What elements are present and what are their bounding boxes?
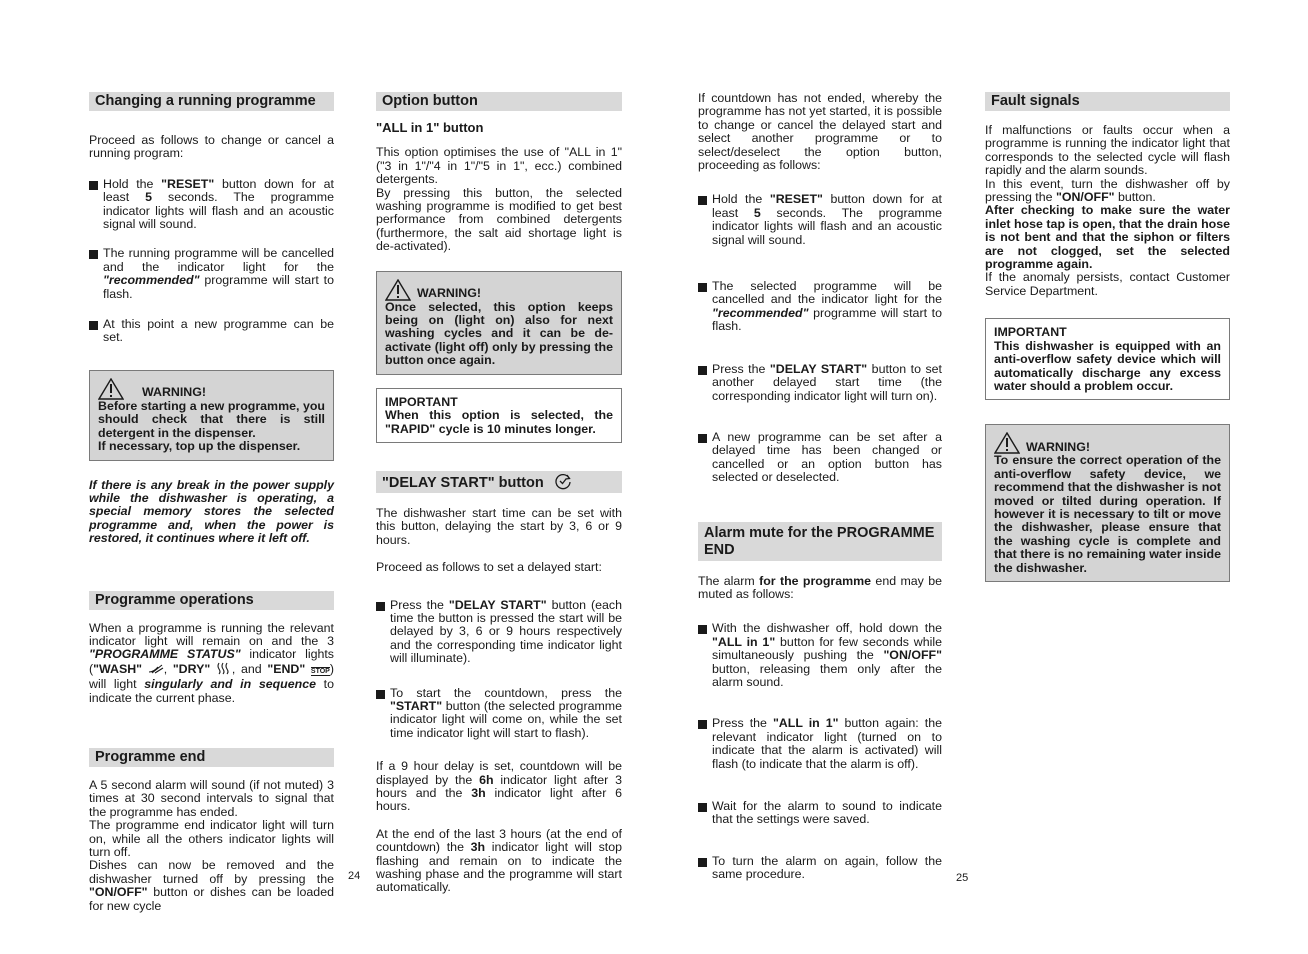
heading-option-button: Option button [376,92,622,111]
countdown-step-new: A new programme can be set after a delayed time has been changed or cancelled or an option button has selected or deselected. [698,431,942,485]
warning-box-option [376,271,622,375]
important-label: IMPORTANT [385,394,458,409]
warning-triangle-icon [98,378,124,400]
page-number-left: 24 [348,870,361,882]
change-step-new: At this point a new programme can be set. [89,318,334,345]
power-supply-note: If there is any break in the power supply while the dishwasher is operating, a special memory stores the selected programme and, when the power is restored, it continues where it left off. [89,477,334,546]
countdown-step-reset: Hold the "RESET" button down for at least 5 seconds. The programme indicator lights will flash and an acoustic signal will sound. [698,193,942,247]
important-label: IMPORTANT [994,325,1067,340]
warning-box-overflow [985,424,1230,582]
alarm-intro: The alarm for the programme end may be muted as follows: [698,573,943,601]
warning-label: WARNING! [417,286,482,301]
warning-label: WARNING! [142,385,207,400]
countdown-intro: If countdown has not ended, whereby the programme has not yet started, it is possible to change or cancel the delayed start and select another programme or to select/deselect the option button, proceeding as follows: [698,91,942,173]
warning-text: Once selected, this option keeps being on (light on) also for next washing cycles and it can be de-activate (light off) only by pressing the button once again. [385,299,613,368]
alarm-step-wait: Wait for the alarm to sound to indicate that the settings were saved. [698,800,942,827]
end-text-3: Dishes can now be removed and the dishwasher turned off by pressing the "ON/OFF" button or dishes can be loaded for new cycle [89,858,334,913]
warning-box-detergent [89,370,334,461]
change-intro: Proceed as follows to change or cancel a running program: [89,133,334,161]
heading-programme-operations: Programme operations [89,591,334,610]
heading-delay-start: "DELAY START" button [376,471,622,493]
heading-changing-programme: Changing a running programme [89,92,334,111]
fault-text-3: After checking to make sure the water inlet hose tap is open, that the drain hose is not bent and that the siphon or filters are not clogged, set the selected programme again. [985,203,1230,272]
column-4 [985,92,1230,582]
fault-text-2: In this event, turn the dishwasher off by pressing the "ON/OFF" button. [985,176,1230,205]
end-text-1: A 5 second alarm will sound (if not muted) 3 times at 30 second intervals to signal that the programme has ended. [89,777,334,819]
column-1 [89,92,334,913]
important-box-rapid [376,388,622,443]
alarm-step-press: Press the "ALL in 1" button again: the relevant indicator light (turned on to indicate that the alarm is activated) will flash (to indicate that the alarm is off). [698,717,942,771]
change-step-cancel: The running programme will be cancelled and the indicator light for the "recommended" programme will start to flash. [89,247,334,301]
delay-clock-icon [554,472,572,490]
column-2 [376,92,622,895]
delay-text-2: Proceed as follows to set a delayed start: [376,560,602,575]
important-text: When this option is selected, the "RAPID" cycle is 10 minutes longer. [385,408,613,436]
heading-programme-end: Programme end [89,748,334,767]
warning-triangle-icon [385,279,411,301]
dry-icon [216,662,232,675]
alarm-step-restore: To turn the alarm on again, follow the same procedure. [698,855,942,882]
alarm-step-hold: With the dishwasher off, hold down the "ALL in 1" button for few seconds while simultaneously pushing the "ON/OFF" button, releasing them only after the alarm sound. [698,622,942,689]
warning-triangle-icon [994,432,1020,454]
change-step-reset: Hold the "RESET" button down for at least 5 seconds. The programme indicator lights will flash and an acoustic signal will sound. [89,178,334,232]
warning-text-2: If necessary, top up the dispenser. [98,439,301,454]
fault-text-1: If malfunctions or faults occur when a programme is running the indicator light that corresponds to the selected cycle will flash rapidly and the alarm sounds. [985,123,1230,178]
column-3 [698,92,942,882]
option-text-2: By pressing this button, the selected washing programme is modified to get best performance from combined detergents (furthermore, the salt aid shortage light is de-activated). [376,185,622,254]
page-number-right: 25 [956,872,969,884]
operations-text: When a programme is running the relevant indicator light will remain on and the 3 "PROGRAMME STATUS" indicator lights ("WASH" , "DRY" , and "END" STOP) will light singularly and in sequence to indicate the current phase. [89,620,334,705]
delay-text-4: At the end of the last 3 hours (at the end of countdown) the 3h indicator light will stop flashing and remain on to indicate the washing phase and the programme will start automatically. [376,826,622,895]
heading-alarm-mute: Alarm mute for the PROGRAMME END [698,522,942,561]
countdown-step-cancel: The selected programme will be cancelled and the indicator light for the "recommended" programme will start to flash. [698,280,942,334]
countdown-step-delay: Press the "DELAY START" button to set another delayed start time (the corresponding indicator light will turn on). [698,363,942,403]
delay-step-start: To start the countdown, press the "START" button (the selected programme indicator light will come on, while the set time indicator light will start to flash). [376,687,622,741]
wash-icon [148,663,164,674]
allin1-title: "ALL in 1" button [376,120,484,135]
delay-text-1: The dishwasher start time can be set with this button, delaying the start by 3, 6 or 9 hours. [376,505,622,547]
warning-label: WARNING! [1026,439,1091,454]
fault-text-4: If the anomaly persists, contact Customer Service Department. [985,270,1230,298]
end-text-2: The programme end indicator light will turn on, while all the others indicator lights will turn off. [89,818,334,859]
option-text-1: This option optimises the use of "ALL in 1" ("3 in 1"/"4 in 1"/"5 in 1", ecc.) combined detergents. [376,145,622,187]
delay-step-press: Press the "DELAY START" button (each time the button is pressed the start will be delayed by 3, 6 or 9 hours respectively and the corresponding time indicator light will illuminate). [376,599,622,666]
important-text: This dishwasher is equipped with an anti-overflow safety device which will automatically discharge any excess water should a problem occur. [994,338,1221,393]
stop-icon: STOP [310,667,330,675]
warning-text: To ensure the correct operation of the anti-overflow safety device, we recommend that the dishwasher is not moved or tilted during operation. If however it is necessary to tilt or move the dishwasher, please ensure that the washing cycle is complete and that there is no remaining water inside the dishwasher. [994,453,1221,575]
heading-fault-signals: Fault signals [985,92,1230,111]
important-box-overflow [985,318,1230,400]
delay-text-3: If a 9 hour delay is set, countdown will be displayed by the 6h indicator light after 3 hours and the 3h indicator light after 6 hours. [376,759,622,814]
warning-text: Before starting a new programme, you should check that there is still detergent in the dispenser. [98,398,325,440]
